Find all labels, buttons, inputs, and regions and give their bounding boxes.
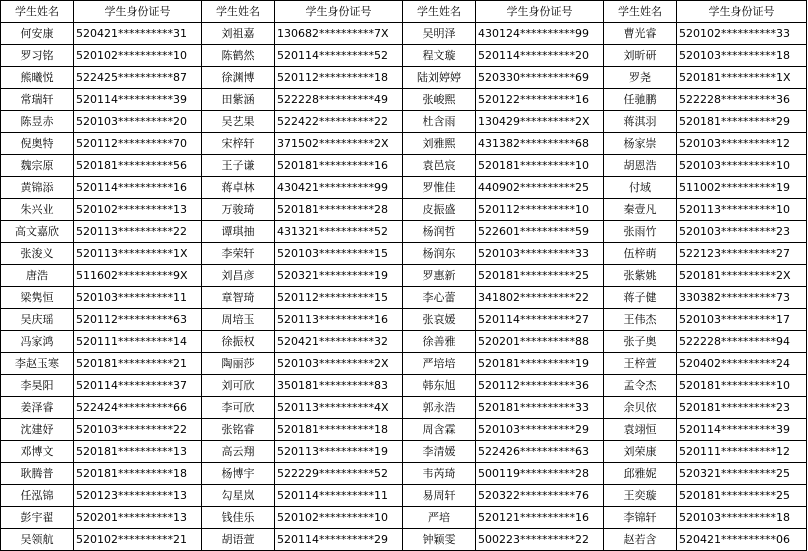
student-id-cell: 520102**********10: [74, 45, 202, 67]
student-name-cell: 彭宇翟: [1, 507, 74, 529]
student-id-cell: 520103**********23: [677, 221, 807, 243]
student-name-cell: 李昊阳: [1, 375, 74, 397]
student-name-cell: 李荣轩: [202, 243, 275, 265]
student-name-cell: 李锦轩: [604, 507, 677, 529]
table-row: [1, 89, 807, 111]
student-name-cell: 韩东旭: [403, 375, 476, 397]
table-row: [1, 243, 807, 265]
student-name-cell: 黄锦添: [1, 177, 74, 199]
student-id-cell: 520181**********19: [476, 353, 604, 375]
student-id-cell: 520103**********33: [476, 243, 604, 265]
student-id-cell: 520113**********16: [275, 309, 403, 331]
student-name-cell: 章智琦: [202, 287, 275, 309]
student-id-cell: 520113**********1X: [74, 243, 202, 265]
student-id-cell: 520114**********52: [275, 45, 403, 67]
student-id-cell: 520181**********28: [275, 199, 403, 221]
student-name-cell: 陈鹤然: [202, 45, 275, 67]
student-name-cell: 李赵玉寒: [1, 353, 74, 375]
student-id-cell: 520181**********18: [74, 463, 202, 485]
student-name-cell: 张紫姚: [604, 265, 677, 287]
student-name-cell: 熊曦悦: [1, 67, 74, 89]
student-name-cell: 蒋卓林: [202, 177, 275, 199]
student-name-cell: 周培玉: [202, 309, 275, 331]
table-row: [1, 133, 807, 155]
student-id-cell: 520181**********21: [74, 353, 202, 375]
student-id-cell: 520113**********10: [677, 199, 807, 221]
student-name-cell: 严培培: [403, 353, 476, 375]
student-id-cell: 520181**********29: [677, 111, 807, 133]
header-student-id: 学生身份证号: [74, 1, 202, 23]
student-name-cell: 杜含雨: [403, 111, 476, 133]
table-row: [1, 155, 807, 177]
student-name-cell: 刘昕研: [604, 45, 677, 67]
student-id-cell: 431382**********68: [476, 133, 604, 155]
student-id-cell: 520113**********4X: [275, 397, 403, 419]
student-id-cell: 520114**********16: [74, 177, 202, 199]
student-name-cell: 邱雅妮: [604, 463, 677, 485]
header-student-name: 学生姓名: [604, 1, 677, 23]
student-id-cell: 520421**********32: [275, 331, 403, 353]
student-id-cell: 520181**********23: [677, 397, 807, 419]
student-id-cell: 522422**********22: [275, 111, 403, 133]
student-id-cell: 520114**********11: [275, 485, 403, 507]
table-row: [1, 353, 807, 375]
student-id-cell: 520322**********76: [476, 485, 604, 507]
student-id-cell: 522228**********94: [677, 331, 807, 353]
student-name-cell: 吴庆瑶: [1, 309, 74, 331]
student-name-cell: 何安康: [1, 23, 74, 45]
student-id-cell: 522229**********52: [275, 463, 403, 485]
student-name-cell: 高云翔: [202, 441, 275, 463]
student-name-cell: 钟颖雯: [403, 529, 476, 551]
student-id-cell: 520103**********10: [677, 155, 807, 177]
student-id-cell: 520103**********18: [677, 45, 807, 67]
student-name-cell: 冯家鸿: [1, 331, 74, 353]
student-name-cell: 胡恩浩: [604, 155, 677, 177]
student-name-cell: 任泓锦: [1, 485, 74, 507]
student-id-cell: 520103**********15: [275, 243, 403, 265]
student-name-cell: 常瑞轩: [1, 89, 74, 111]
table-row: [1, 485, 807, 507]
student-id-cell: 350181**********83: [275, 375, 403, 397]
student-id-cell: 520112**********10: [476, 199, 604, 221]
student-name-cell: 韦芮琦: [403, 463, 476, 485]
student-id-cell: 520114**********27: [476, 309, 604, 331]
student-name-cell: 陶丽莎: [202, 353, 275, 375]
student-name-cell: 钱佳乐: [202, 507, 275, 529]
student-name-cell: 秦壹凡: [604, 199, 677, 221]
student-id-cell: 520114**********39: [74, 89, 202, 111]
student-id-cell: 520181**********2X: [677, 265, 807, 287]
student-id-cell: 520421**********31: [74, 23, 202, 45]
header-student-name: 学生姓名: [403, 1, 476, 23]
student-id-cell: 520121**********16: [476, 507, 604, 529]
student-name-cell: 刘祖嘉: [202, 23, 275, 45]
student-id-cell: 520103**********18: [677, 507, 807, 529]
student-name-cell: 王奕璇: [604, 485, 677, 507]
student-id-cell: 520181**********16: [275, 155, 403, 177]
table-row: [1, 177, 807, 199]
table-row: [1, 221, 807, 243]
student-id-cell: 520122**********16: [476, 89, 604, 111]
student-name-cell: 皮振盛: [403, 199, 476, 221]
student-id-cell: 520181**********18: [275, 419, 403, 441]
header-student-id: 学生身份证号: [677, 1, 807, 23]
table-row: [1, 419, 807, 441]
student-id-cell: 520181**********1X: [677, 67, 807, 89]
table-row: [1, 331, 807, 353]
student-name-cell: 王梓萱: [604, 353, 677, 375]
student-id-cell: 520113**********22: [74, 221, 202, 243]
student-name-cell: 高文嘉欣: [1, 221, 74, 243]
student-name-cell: 杨家崇: [604, 133, 677, 155]
student-id-cell: 520103**********20: [74, 111, 202, 133]
student-id-cell: 500223**********22: [476, 529, 604, 551]
student-id-cell: 371502**********2X: [275, 133, 403, 155]
student-id-cell: 520321**********25: [677, 463, 807, 485]
student-id-cell: 520181**********10: [476, 155, 604, 177]
student-name-cell: 徐振权: [202, 331, 275, 353]
student-id-cell: 520103**********11: [74, 287, 202, 309]
student-name-cell: 宋梓轩: [202, 133, 275, 155]
student-name-cell: 陈昱赤: [1, 111, 74, 133]
student-id-cell: 520421**********06: [677, 529, 807, 551]
student-id-cell: 500119**********28: [476, 463, 604, 485]
student-name-cell: 罗惠新: [403, 265, 476, 287]
table-row: [1, 463, 807, 485]
student-name-cell: 张哀媛: [403, 309, 476, 331]
table-body: [1, 23, 807, 551]
student-name-cell: 耿腾普: [1, 463, 74, 485]
student-name-cell: 张子奥: [604, 331, 677, 353]
student-name-cell: 唐浩: [1, 265, 74, 287]
student-name-cell: 魏宗原: [1, 155, 74, 177]
student-name-cell: 余贝依: [604, 397, 677, 419]
student-name-cell: 徐渊博: [202, 67, 275, 89]
student-name-cell: 张浚义: [1, 243, 74, 265]
student-name-cell: 朱兴业: [1, 199, 74, 221]
student-id-cell: 430421**********99: [275, 177, 403, 199]
student-name-cell: 曹光睿: [604, 23, 677, 45]
student-id-cell: 520103**********17: [677, 309, 807, 331]
student-name-cell: 倪奥特: [1, 133, 74, 155]
student-name-cell: 严培: [403, 507, 476, 529]
table-row: [1, 309, 807, 331]
student-name-cell: 陆刘婷婷: [403, 67, 476, 89]
student-name-cell: 王子谦: [202, 155, 275, 177]
student-id-cell: 520103**********22: [74, 419, 202, 441]
student-name-cell: 袁邑宸: [403, 155, 476, 177]
header-student-name: 学生姓名: [1, 1, 74, 23]
student-id-cell: 520102**********21: [74, 529, 202, 551]
student-id-cell: 520181**********25: [476, 265, 604, 287]
header-student-id: 学生身份证号: [275, 1, 403, 23]
student-id-cell: 520114**********29: [275, 529, 403, 551]
student-name-cell: 刘荣康: [604, 441, 677, 463]
student-id-cell: 520103**********29: [476, 419, 604, 441]
student-name-cell: 邓博文: [1, 441, 74, 463]
student-id-cell: 520111**********12: [677, 441, 807, 463]
student-name-cell: 程文璇: [403, 45, 476, 67]
table-row: [1, 529, 807, 551]
student-name-cell: 杨润哲: [403, 221, 476, 243]
student-id-cell: 511002**********19: [677, 177, 807, 199]
student-id-cell: 440902**********25: [476, 177, 604, 199]
student-name-cell: 沈建妤: [1, 419, 74, 441]
student-id-cell: 520113**********19: [275, 441, 403, 463]
student-id-cell: 520402**********24: [677, 353, 807, 375]
table-row: [1, 45, 807, 67]
student-name-cell: 刘雅熙: [403, 133, 476, 155]
student-name-cell: 伍梓萌: [604, 243, 677, 265]
student-id-cell: 520321**********19: [275, 265, 403, 287]
student-id-cell: 431321**********52: [275, 221, 403, 243]
student-id-cell: 522123**********27: [677, 243, 807, 265]
student-name-cell: 刘昌彦: [202, 265, 275, 287]
table-row: [1, 199, 807, 221]
student-name-cell: 袁翊恒: [604, 419, 677, 441]
student-id-cell: 130682**********7X: [275, 23, 403, 45]
student-name-cell: 孟令杰: [604, 375, 677, 397]
header-row: [1, 1, 807, 23]
student-name-cell: 张峻熙: [403, 89, 476, 111]
student-name-cell: 付域: [604, 177, 677, 199]
student-name-cell: 罗惟佳: [403, 177, 476, 199]
student-id-cell: 520114**********39: [677, 419, 807, 441]
student-id-cell: 522426**********63: [476, 441, 604, 463]
header-student-name: 学生姓名: [202, 1, 275, 23]
student-name-cell: 蒋子健: [604, 287, 677, 309]
student-name-cell: 田紫涵: [202, 89, 275, 111]
table-row: [1, 441, 807, 463]
student-id-cell: 430124**********99: [476, 23, 604, 45]
student-name-cell: 刘可欣: [202, 375, 275, 397]
table-row: [1, 265, 807, 287]
student-name-cell: 李可欣: [202, 397, 275, 419]
student-id-cell: 520112**********63: [74, 309, 202, 331]
table-row: [1, 287, 807, 309]
student-name-cell: 罗习铭: [1, 45, 74, 67]
student-name-cell: 周含霖: [403, 419, 476, 441]
student-name-cell: 万骏琦: [202, 199, 275, 221]
student-id-cell: 520103**********2X: [275, 353, 403, 375]
student-id-cell: 520181**********10: [677, 375, 807, 397]
student-name-cell: 杨润东: [403, 243, 476, 265]
table-row: [1, 67, 807, 89]
student-name-cell: 吴艺果: [202, 111, 275, 133]
student-id-cell: 520111**********14: [74, 331, 202, 353]
student-id-cell: 520112**********15: [275, 287, 403, 309]
student-name-cell: 李心蕾: [403, 287, 476, 309]
student-name-cell: 梁隽恒: [1, 287, 74, 309]
student-id-cell: 341802**********22: [476, 287, 604, 309]
student-id-cell: 520181**********33: [476, 397, 604, 419]
student-id-cell: 520330**********69: [476, 67, 604, 89]
table-row: [1, 111, 807, 133]
student-name-cell: 张铭睿: [202, 419, 275, 441]
student-id-cell: 520201**********13: [74, 507, 202, 529]
student-name-cell: 胡语萱: [202, 529, 275, 551]
student-id-cell: 520123**********13: [74, 485, 202, 507]
student-name-cell: 王伟杰: [604, 309, 677, 331]
table-row: [1, 507, 807, 529]
student-id-cell: 520102**********10: [275, 507, 403, 529]
student-id-cell: 522424**********66: [74, 397, 202, 419]
student-name-cell: 谭琪抽: [202, 221, 275, 243]
student-id-cell: 520181**********25: [677, 485, 807, 507]
student-name-cell: 勾星岚: [202, 485, 275, 507]
student-id-cell: 522425**********87: [74, 67, 202, 89]
student-id-cell: 520102**********33: [677, 23, 807, 45]
student-name-cell: 易周轩: [403, 485, 476, 507]
student-id-cell: 520181**********13: [74, 441, 202, 463]
student-id-cell: 520114**********37: [74, 375, 202, 397]
student-id-cell: 522228**********36: [677, 89, 807, 111]
student-id-cell: 520103**********12: [677, 133, 807, 155]
student-name-cell: 郭永浩: [403, 397, 476, 419]
table-row: [1, 23, 807, 45]
student-id-cell: 520112**********70: [74, 133, 202, 155]
student-name-cell: 吴明泽: [403, 23, 476, 45]
student-id-cell: 511602**********9X: [74, 265, 202, 287]
student-id-cell: 330382**********73: [677, 287, 807, 309]
student-name-cell: 李清媛: [403, 441, 476, 463]
table-row: [1, 397, 807, 419]
table-row: [1, 375, 807, 397]
student-name-cell: 杨博宇: [202, 463, 275, 485]
student-id-cell: 522228**********49: [275, 89, 403, 111]
student-name-cell: 赵若含: [604, 529, 677, 551]
student-name-cell: 吴领航: [1, 529, 74, 551]
student-name-cell: 姜泽睿: [1, 397, 74, 419]
student-id-cell: 520112**********18: [275, 67, 403, 89]
student-id-cell: 520102**********13: [74, 199, 202, 221]
student-id-cell: 520112**********36: [476, 375, 604, 397]
student-id-cell: 522601**********59: [476, 221, 604, 243]
student-name-cell: 罗尧: [604, 67, 677, 89]
student-id-cell: 130429**********2X: [476, 111, 604, 133]
student-id-cell: 520201**********88: [476, 331, 604, 353]
student-id-cell: 520114**********20: [476, 45, 604, 67]
student-name-cell: 徐善雅: [403, 331, 476, 353]
student-name-cell: 张雨竹: [604, 221, 677, 243]
student-name-cell: 蒋淇羽: [604, 111, 677, 133]
header-student-id: 学生身份证号: [476, 1, 604, 23]
student-id-cell: 520181**********56: [74, 155, 202, 177]
student-name-cell: 任驰鹏: [604, 89, 677, 111]
